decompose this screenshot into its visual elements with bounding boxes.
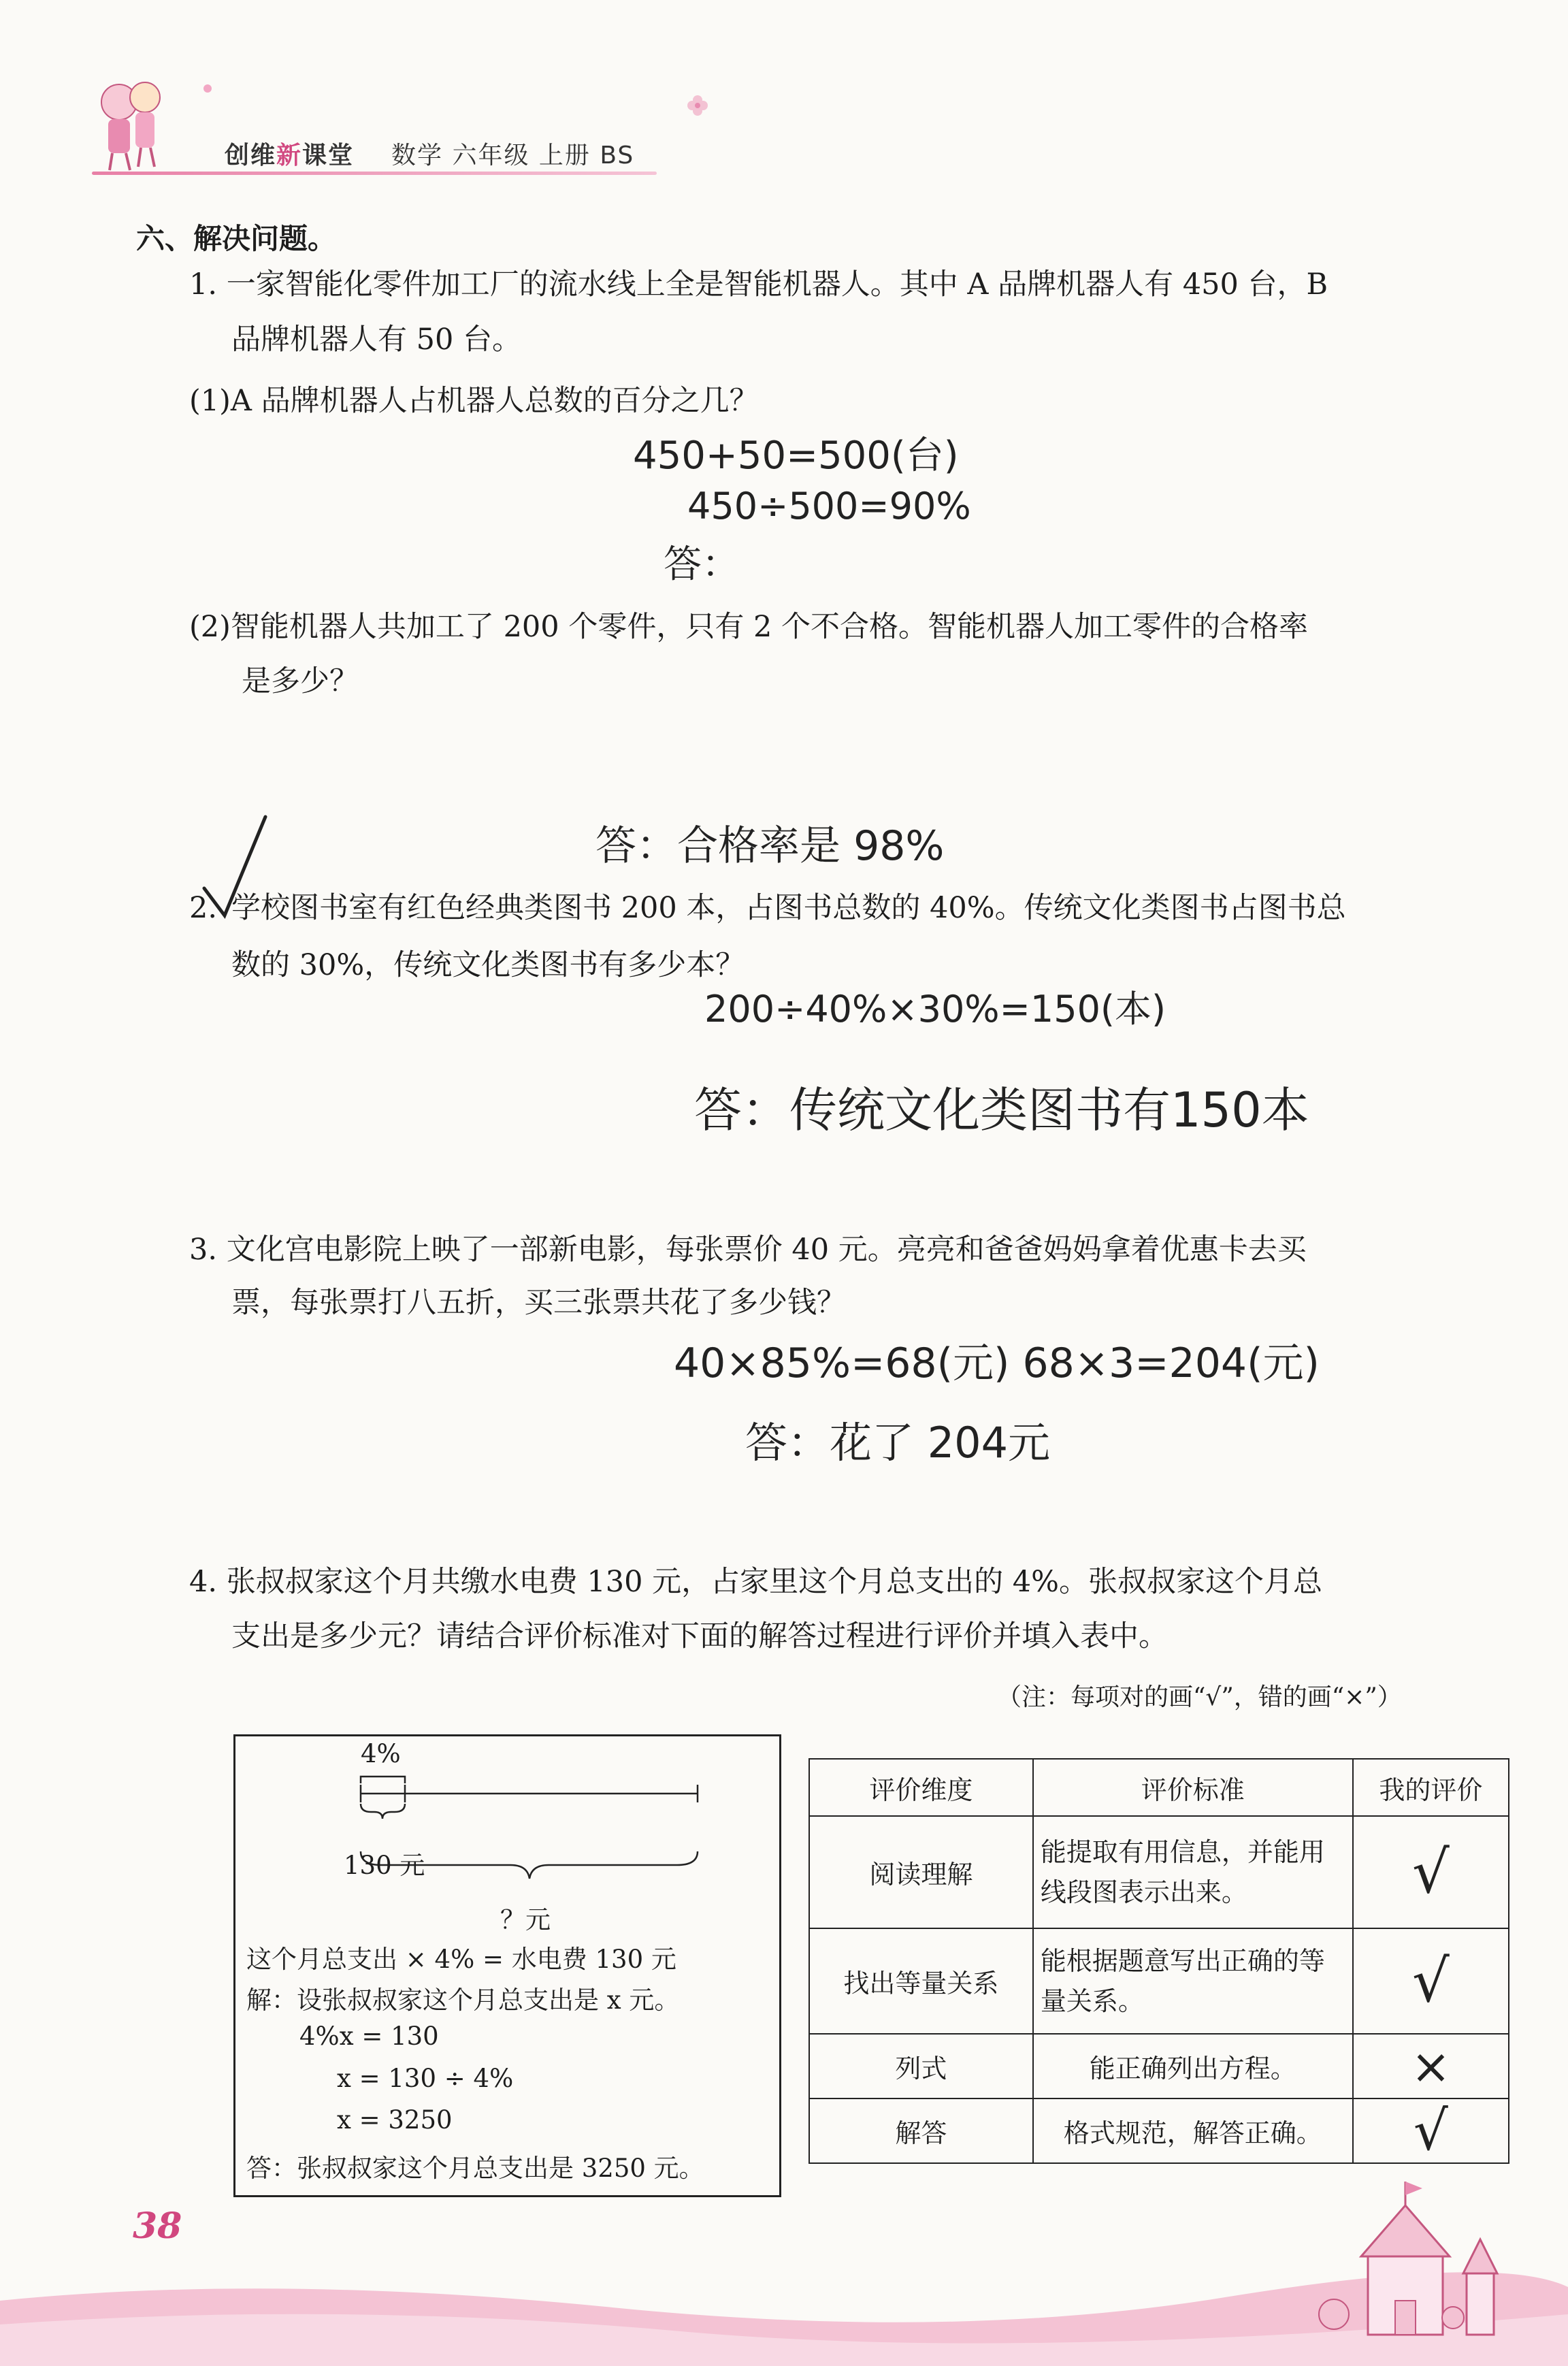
q4-line2: 支出是多少元？请结合评价标准对下面的解答过程进行评价并填入表中。: [231, 1619, 1168, 1653]
table-row: [809, 2034, 1509, 2098]
q2-line2: 数的 30%，传统文化类图书有多少本？: [231, 948, 745, 982]
header-dimension: 评价维度: [809, 1759, 1033, 1816]
row-standard: 格式规范，解答正确。: [1033, 2098, 1353, 2163]
cartoon-kids-logo: [92, 65, 228, 174]
table-header-row: [809, 1759, 1509, 1816]
header-rule: [92, 172, 657, 175]
segment-mid-label: 130 元: [344, 1851, 425, 1880]
q4-line1: 4. 张叔叔家这个月共缴水电费 130 元，占家里这个月总支出的 4%。张叔叔家这个月总: [189, 1565, 1322, 1599]
row-dimension: 阅读理解: [809, 1816, 1033, 1928]
q1-sub1-handwriting-3: 答：: [664, 542, 740, 587]
header-standard: 评价标准: [1033, 1759, 1353, 1816]
rating-cross-mark: ×: [1411, 2038, 1451, 2094]
rating-cell[interactable]: [1353, 1816, 1509, 1928]
rating-check-mark: √: [1411, 1947, 1450, 2015]
q1-sub2-line2: 是多少？: [242, 664, 359, 698]
rating-check-mark: √: [1413, 2099, 1448, 2162]
q1-sub2-handwriting: 答：合格率是 98%: [595, 822, 945, 870]
rating-cell[interactable]: [1353, 1928, 1509, 2034]
row-dimension: 列式: [809, 2034, 1033, 2098]
q1-line2: 品牌机器人有 50 台。: [231, 323, 522, 357]
q1-sub1: (1)A 品牌机器人占机器人总数的百分之几？: [189, 384, 759, 418]
row-dimension: 找出等量关系: [809, 1928, 1033, 2034]
q2-number: 2.: [189, 891, 218, 925]
table-row: [809, 1816, 1509, 1928]
castle-decoration-icon: [1293, 2151, 1524, 2355]
table-row: [809, 1928, 1509, 2034]
q3-handwriting-2: 答：花了 204元: [745, 1418, 1051, 1468]
q3-line2: 票，每张票打八五折，买三张票共花了多少钱？: [231, 1286, 846, 1320]
q2-handwriting-1: 200÷40%×30%=150(本): [704, 988, 1166, 1031]
evaluation-table: [808, 1758, 1509, 2164]
q1-sub1-handwriting-1: 450+50=500(台): [633, 434, 959, 478]
q2-line1: 学校图书室有红色经典类图书 200 本，占图书总数的 40%。传统文化类图书占图书总: [231, 891, 1346, 925]
q4-note: （注：每项对的画“√”，错的画“×”）: [997, 1683, 1402, 1711]
subject-label: 数学 六年级 上册 BS: [391, 142, 635, 169]
equation-3: x = 3250: [337, 2105, 453, 2135]
header-my-rating: 我的评价: [1353, 1759, 1509, 1816]
row-dimension: 解答: [809, 2098, 1033, 2163]
row-standard: 能正确列出方程。: [1033, 2034, 1353, 2098]
q2-handwriting-2: 答：传统文化类图书有150本: [694, 1082, 1309, 1138]
segment-total-label: ？元: [500, 1905, 551, 1934]
row-standard: 能提取有用信息，并能用线段图表示出来。: [1033, 1816, 1353, 1928]
flower-icon: [684, 92, 711, 119]
q3-handwriting-1: 40×85%=68(元) 68×3=204(元): [674, 1340, 1320, 1387]
rating-cell[interactable]: [1353, 2034, 1509, 2098]
segment-top-label: 4%: [361, 1739, 401, 1768]
rating-check-mark: √: [1411, 1838, 1450, 1907]
section-title: 六、解决问题。: [136, 222, 337, 255]
solution-setup: 解：设张叔叔家这个月总支出是 x 元。: [246, 1986, 680, 2015]
equation-1: 4%x = 130: [299, 2022, 439, 2051]
page-number: 38: [133, 2205, 182, 2247]
brand-name: 创维新课堂: [225, 142, 355, 169]
relation-line: 这个月总支出 × 4% = 水电费 130 元: [246, 1945, 676, 1974]
equation-2: x = 130 ÷ 4%: [337, 2064, 514, 2093]
solution-answer: 答：张叔叔家这个月总支出是 3250 元。: [246, 2154, 704, 2183]
q3-line1: 3. 文化宫电影院上映了一部新电影，每张票价 40 元。亮亮和爸爸妈妈拿着优惠卡去买: [189, 1233, 1307, 1267]
row-standard: 能根据题意写出正确的等量关系。: [1033, 1928, 1353, 2034]
q1-sub1-handwriting-2: 450÷500=90%: [687, 485, 971, 528]
q1-line1: 1. 一家智能化零件加工厂的流水线上全是智能机器人。其中 A 品牌机器人有 450 台，B: [189, 268, 1328, 302]
q1-sub2-line1: (2)智能机器人共加工了 200 个零件，只有 2 个不合格。智能机器人加工零件的合格率: [189, 610, 1309, 644]
